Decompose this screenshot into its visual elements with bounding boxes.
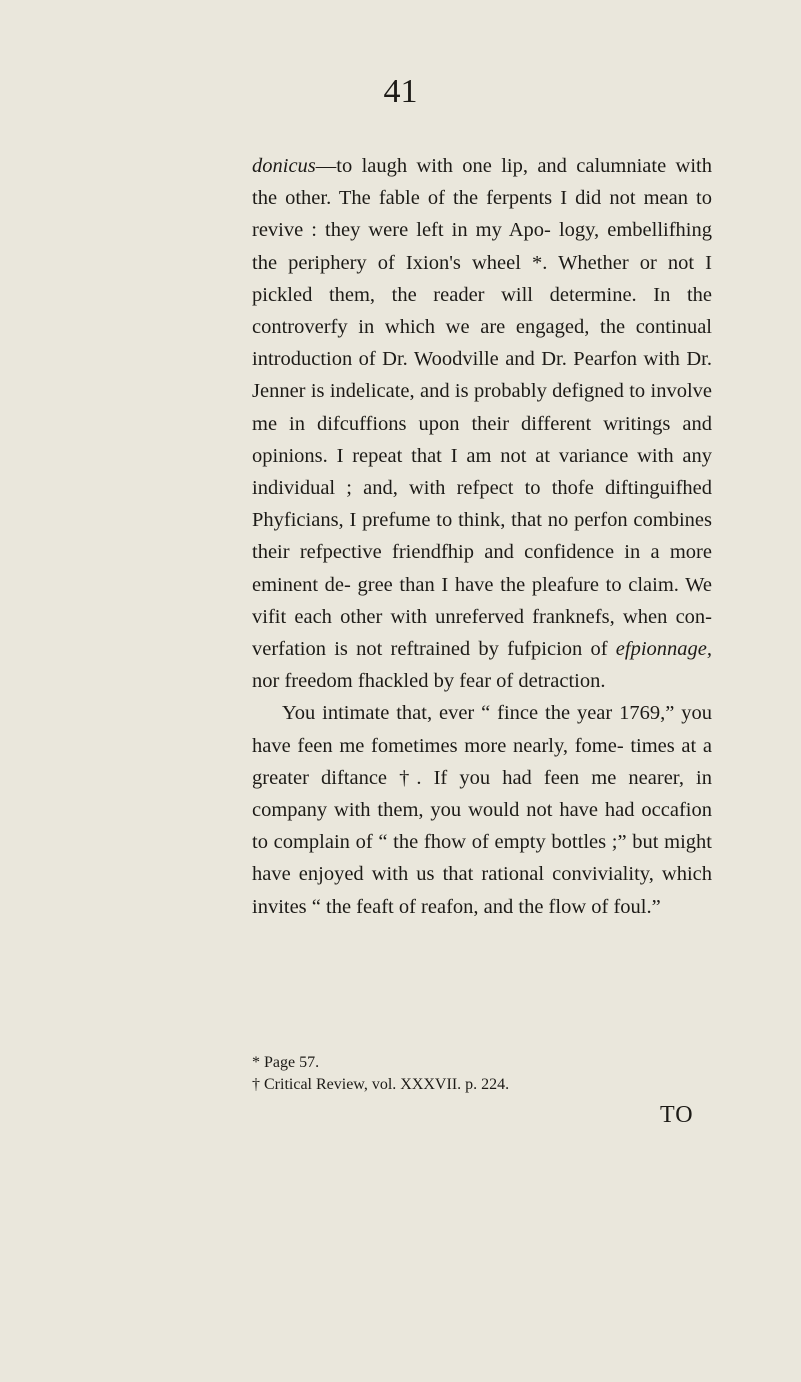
body-text [252, 150, 712, 923]
catchword: TO [660, 1102, 694, 1128]
paragraph [252, 697, 712, 922]
paragraph-text: —to laugh with one lip, and calumniate with the other. The fable of the ferpents I did not mean to revive : they were left in my Apo- logy, embellifhing the periphery of Ixion's wheel *. Whether or not I pickled them, the reader will determine. In the controverfy in which we are engaged, the continual introduction of Dr. Woodville and Dr. Pearfon with Dr. Jenner is indelicate, and is probably defigned to involve me in difcuffions upon their different writings and opinions. I repeat that I am not at variance with any individual ; and, with refpect to thofe diftinguifhed Phyficians, I prefume to think, that no perfon combines their refpective friendfhip and confidence in a more eminent de- gree than I have the pleafure to claim. We vifit each other with unreferved franknefs, when con- verfation is not reftrained by fufpicion of [252, 155, 712, 661]
footnotes [252, 1052, 712, 1096]
footnote: * Page 57. [252, 1054, 320, 1071]
paragraph [252, 150, 712, 697]
paragraph-text: You intimate that, ever “ fince the year 1769,” you have feen me fometimes more nearly, fome- times at a greater diftance †. If you had feen me nearer, in company with them, you would not have had occafion to complain of “ the fhow of empty bottles ;” but might have enjoyed with us that rational conviviality, which invites “ the feaft of reafon, and the flow of foul.” [252, 702, 712, 918]
paragraph-tail: nor freedom fhackled by fear of detraction. [252, 670, 606, 693]
italic-word: donicus [252, 155, 316, 177]
italic-term: efpionnage, [615, 638, 712, 661]
footnote: † Critical Review, vol. XXXVII. p. 224. [252, 1076, 510, 1093]
page-number: 41 [383, 73, 418, 110]
